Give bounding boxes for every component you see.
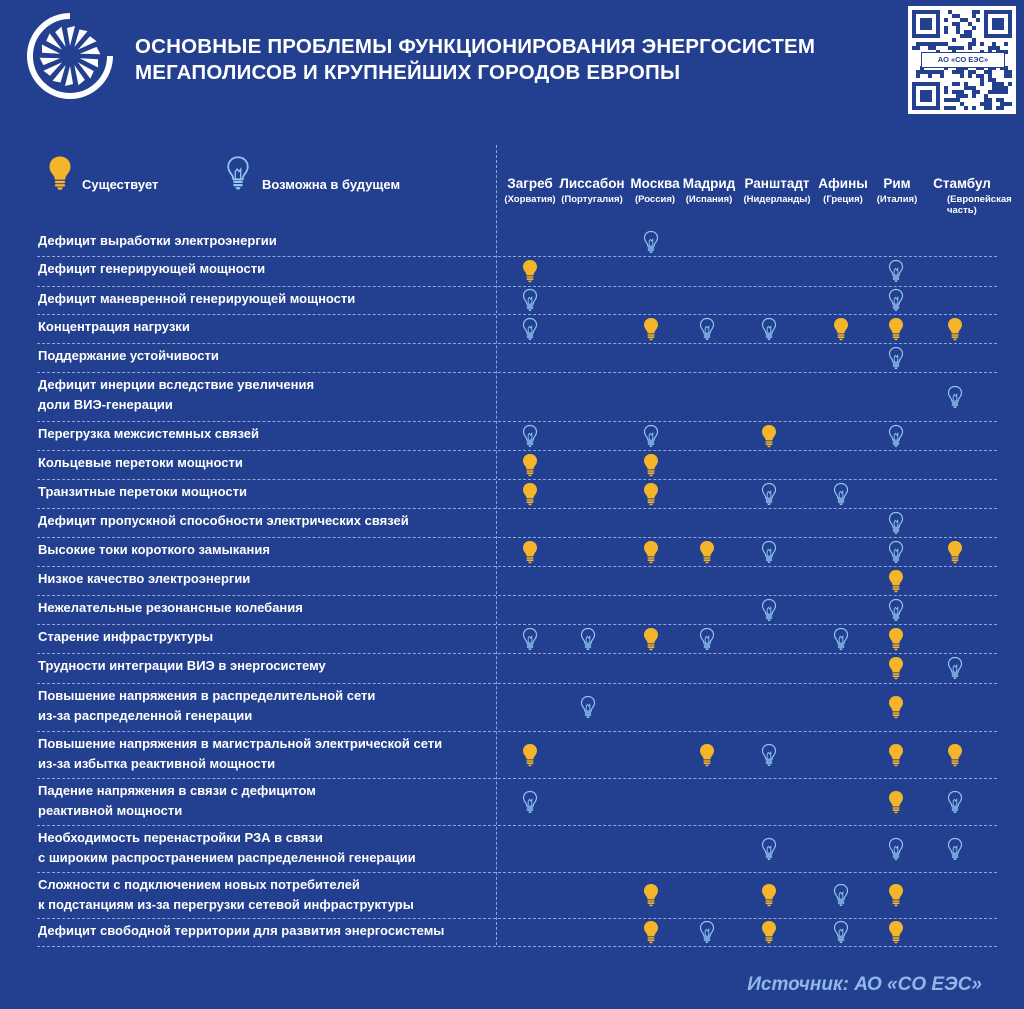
lightbulb-lit-icon (888, 790, 904, 814)
lightbulb-outline-icon (643, 424, 659, 448)
city-country: (Нидерланды) (743, 194, 811, 205)
city-country: (Португалия) (561, 194, 623, 205)
problem-label-line: реактивной мощности (38, 803, 183, 818)
table-row (37, 653, 997, 684)
problem-label-line: Транзитные перетоки мощности (38, 484, 247, 499)
problem-label-line: Поддержание устойчивости (38, 348, 219, 363)
problem-label (38, 453, 243, 473)
lightbulb-lit-icon (947, 540, 963, 564)
problem-label-line: Высокие токи короткого замыкания (38, 542, 270, 557)
source-note: Источник: АО «СО ЕЭС» (747, 974, 982, 995)
lightbulb-lit-icon (888, 695, 904, 719)
lightbulb-lit-icon (643, 453, 659, 477)
city-name: Ранштадт (744, 176, 810, 191)
legend-future-label: Возможна в будущем (262, 177, 401, 192)
lightbulb-lit-icon (888, 317, 904, 341)
lightbulb-outline-icon (947, 656, 963, 680)
lightbulb-outline-icon (761, 743, 777, 767)
problem-label (38, 231, 277, 251)
problem-label-line: к подстанциям из-за перегрузки сетевой инфраструктуры (38, 897, 414, 912)
problem-label (38, 375, 314, 415)
table-row (37, 228, 997, 257)
problem-label (38, 598, 303, 618)
lightbulb-outline-icon (580, 695, 596, 719)
lightbulb-lit-icon (888, 656, 904, 680)
lightbulb-outline-icon (643, 230, 659, 254)
table-row (37, 508, 997, 538)
lightbulb-lit-icon (888, 569, 904, 593)
problem-label-line: Концентрация нагрузки (38, 319, 190, 334)
table-row (37, 595, 997, 625)
lightbulb-outline-icon (699, 920, 715, 944)
problem-label-line: Необходимость перенастройки РЗА в связи (38, 830, 323, 845)
problem-label (38, 875, 414, 915)
lightbulb-lit-icon (888, 920, 904, 944)
lightbulb-outline-icon (699, 627, 715, 651)
lightbulb-outline-icon (888, 288, 904, 312)
lightbulb-outline-icon (833, 482, 849, 506)
lightbulb-lit-icon (699, 540, 715, 564)
table-row (37, 314, 997, 344)
table-row (37, 872, 997, 919)
problem-label (38, 686, 375, 726)
lightbulb-lit-icon (761, 883, 777, 907)
lightbulb-lit-icon (833, 317, 849, 341)
problem-label-line: Дефицит генерирующей мощности (38, 261, 266, 276)
lightbulb-lit-icon (522, 453, 538, 477)
lightbulb-outline-icon (761, 837, 777, 861)
problem-label (38, 482, 247, 502)
city-name: Лиссабон (559, 176, 625, 191)
problem-label (38, 569, 250, 589)
problem-label (38, 259, 265, 279)
lightbulb-lit-icon (643, 317, 659, 341)
legend-exists-label: Существует (82, 177, 159, 192)
table-row (37, 537, 997, 567)
problem-label (38, 828, 416, 868)
lightbulb-lit-icon (761, 920, 777, 944)
problem-label (38, 656, 326, 676)
lightbulb-lit-icon (888, 743, 904, 767)
table-row (37, 624, 997, 654)
lightbulb-outline-icon (947, 837, 963, 861)
problem-label-line: из-за избытка реактивной мощности (38, 756, 276, 771)
problem-label-line: Низкое качество электроэнергии (38, 571, 251, 586)
problem-label (38, 289, 355, 309)
problem-label-line: с широким распространением распределенной генерации (38, 850, 416, 865)
problem-label (38, 317, 190, 337)
table-row (37, 566, 997, 596)
lightbulb-outline-icon (888, 346, 904, 370)
lightbulb-outline-icon (522, 317, 538, 341)
city-name: Афины (818, 176, 868, 191)
problem-label-line: Кольцевые перетоки мощности (38, 455, 243, 470)
city-country: (Европейская часть) (947, 194, 1012, 216)
lightbulb-lit-icon (761, 424, 777, 448)
problem-label-line: Повышение напряжения в распределительной сети (38, 688, 376, 703)
lightbulb-lit-icon (947, 317, 963, 341)
problem-label-line: из-за распределенной генерации (38, 708, 253, 723)
lightbulb-outline-icon (888, 259, 904, 283)
problem-label-line: Дефицит инерции вследствие увеличения (38, 377, 315, 392)
city-country: (Италия) (876, 194, 918, 205)
lightbulb-outline-icon (947, 385, 963, 409)
lightbulb-outline-icon (833, 627, 849, 651)
problem-label (38, 511, 409, 531)
problem-label-line: Старение инфраструктуры (38, 629, 214, 644)
lightbulb-lit-icon (522, 259, 538, 283)
problem-label (38, 627, 213, 647)
problem-label (38, 346, 219, 366)
problem-label (38, 781, 316, 821)
table-row (37, 372, 997, 422)
lightbulb-outline-icon (522, 424, 538, 448)
problem-label-line: Трудности интеграции ВИЭ в энергосистему (38, 658, 326, 673)
table-row (37, 731, 997, 779)
lightbulb-outline-icon (888, 540, 904, 564)
page-title-line-2: МЕГАПОЛИСОВ И КРУПНЕЙШИХ ГОРОДОВ ЕВРОПЫ (135, 61, 681, 84)
table-row (37, 256, 997, 287)
lightbulb-outline-icon (522, 627, 538, 651)
page-title-line-1: ОСНОВНЫЕ ПРОБЛЕМЫ ФУНКЦИОНИРОВАНИЯ ЭНЕРГОСИСТЕМ (135, 35, 816, 58)
lightbulb-outline-icon (947, 790, 963, 814)
problem-label-line: Дефицит пропускной способности электрических связей (38, 513, 409, 528)
table-row (37, 918, 997, 947)
table-row (37, 450, 997, 480)
lightbulb-lit-icon (522, 540, 538, 564)
lightbulb-lit-icon (643, 627, 659, 651)
lightbulb-lit-icon (522, 482, 538, 506)
lightbulb-lit-icon (699, 743, 715, 767)
table-row (37, 778, 997, 826)
table-row (37, 479, 997, 509)
problem-label (38, 540, 270, 560)
city-name: Мадрид (682, 176, 736, 191)
lightbulb-outline-icon (761, 482, 777, 506)
lightbulb-outline-icon (522, 790, 538, 814)
city-country: (Россия) (634, 194, 676, 205)
problem-label-line: доли ВИЭ-генерации (38, 397, 173, 412)
lightbulb-outline-icon (888, 598, 904, 622)
table-row (37, 683, 997, 732)
lightbulb-outline-icon (580, 627, 596, 651)
problem-label-line: Падение напряжения в связи с дефицитом (38, 783, 316, 798)
lightbulb-outline-icon (888, 424, 904, 448)
lightbulb-outline-icon (833, 920, 849, 944)
city-name: Стамбул (933, 176, 991, 191)
problem-label-line: Повышение напряжения в магистральной электрической сети (38, 736, 443, 751)
qr-label: АО «СО ЕЭС» (921, 52, 1005, 68)
problem-label-line: Дефицит свободной территории для развития энергосистемы (38, 923, 445, 938)
lightbulb-outline-icon (888, 511, 904, 535)
city-country: (Греция) (823, 194, 863, 205)
lightbulb-outline-icon (761, 317, 777, 341)
problem-label-line: Перегрузка межсистемных связей (38, 426, 259, 441)
city-name: Загреб (507, 176, 553, 191)
table-row (37, 825, 997, 873)
problem-label (38, 921, 444, 941)
lightbulb-lit-icon (643, 540, 659, 564)
city-name: Рим (883, 176, 911, 191)
problem-label-line: Дефицит маневренной генерирующей мощности (38, 291, 356, 306)
problem-label (38, 424, 259, 444)
lightbulb-lit-icon (643, 482, 659, 506)
lightbulb-lit-icon (522, 743, 538, 767)
lightbulb-lit-icon (643, 920, 659, 944)
lightbulb-outline-icon (761, 598, 777, 622)
city-name: Москва (630, 176, 680, 191)
lightbulb-outline-icon (833, 883, 849, 907)
lightbulb-outline-icon (522, 288, 538, 312)
table-row (37, 421, 997, 451)
lightbulb-outline-icon (888, 837, 904, 861)
lightbulb-outline-icon (699, 317, 715, 341)
city-country: (Испания) (685, 194, 733, 205)
problem-label (38, 734, 442, 774)
lightbulb-lit-icon (643, 883, 659, 907)
city-country: (Хорватия) (504, 194, 556, 205)
problem-label-line: Дефицит выработки электроэнергии (38, 233, 277, 248)
lightbulb-lit-icon (888, 627, 904, 651)
lightbulb-lit-icon (947, 743, 963, 767)
table-row (37, 343, 997, 373)
table-row (37, 286, 997, 315)
problem-label-line: Нежелательные резонансные колебания (38, 600, 303, 615)
problem-label-line: Сложности с подключением новых потребителей (38, 877, 360, 892)
lightbulb-outline-icon (761, 540, 777, 564)
lightbulb-lit-icon (888, 883, 904, 907)
